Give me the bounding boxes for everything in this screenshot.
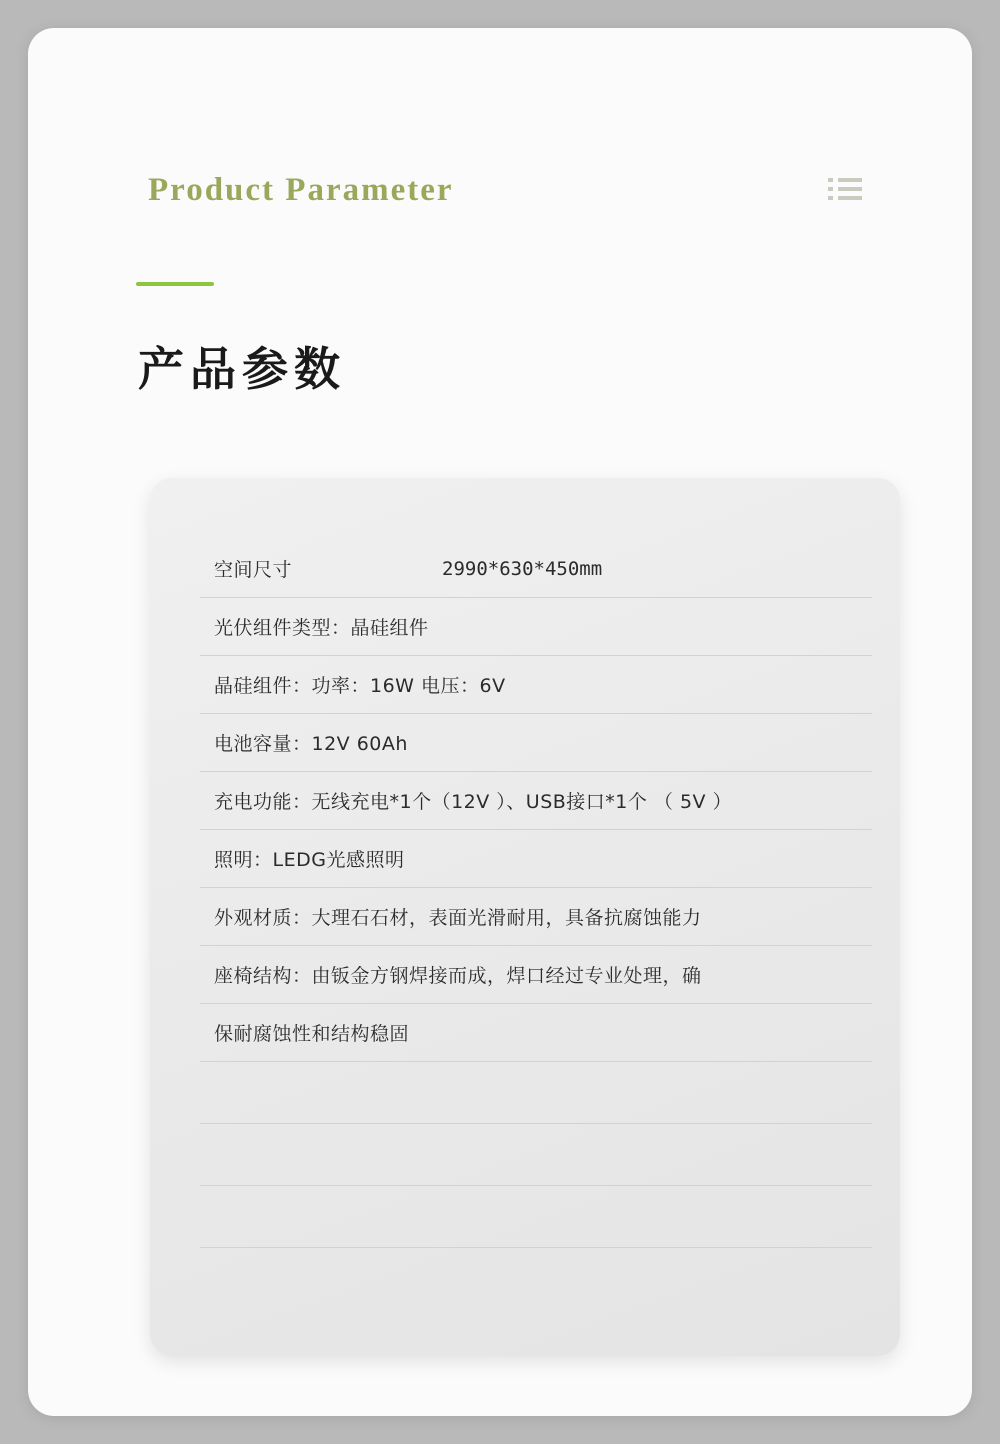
product-parameter-card bbox=[28, 28, 972, 1416]
spec-label: 空间尺寸 bbox=[214, 559, 293, 581]
spec-label: 座椅结构：由钣金方钢焊接而成，焊口经过专业处理，确 bbox=[214, 965, 702, 987]
table-row bbox=[200, 656, 872, 714]
specification-list bbox=[200, 540, 872, 1248]
specification-panel bbox=[150, 478, 900, 1356]
spec-label: 保耐腐蚀性和结构稳固 bbox=[214, 1023, 410, 1045]
spec-label: 外观材质：大理石石材，表面光滑耐用，具备抗腐蚀能力 bbox=[214, 907, 702, 929]
spec-label: 晶硅组件：功率：16W 电压：6V bbox=[214, 675, 506, 697]
table-row bbox=[200, 1186, 872, 1248]
table-row bbox=[200, 540, 872, 598]
table-row bbox=[200, 888, 872, 946]
table-row bbox=[200, 1062, 872, 1124]
spec-label: 照明：LEDG光感照明 bbox=[214, 849, 405, 871]
spec-label: 光伏组件类型：晶硅组件 bbox=[214, 617, 429, 639]
spec-value: 2990*630*450mm bbox=[442, 557, 603, 580]
table-row bbox=[200, 772, 872, 830]
spec-label: 电池容量：12V 60Ah bbox=[214, 733, 408, 755]
page-title-english: Product Parameter bbox=[148, 172, 454, 208]
table-row bbox=[200, 1124, 872, 1186]
page-title-chinese: 产品参数 bbox=[138, 342, 346, 396]
table-row bbox=[200, 1004, 872, 1062]
page-header bbox=[120, 150, 880, 230]
accent-divider bbox=[136, 282, 214, 286]
table-row bbox=[200, 946, 872, 1004]
table-row bbox=[200, 598, 872, 656]
spec-label: 充电功能：无线充电*1个（12V ）、USB接口*1个 （ 5V ） bbox=[214, 791, 733, 813]
table-row bbox=[200, 714, 872, 772]
list-menu-icon[interactable] bbox=[828, 178, 862, 204]
table-row bbox=[200, 830, 872, 888]
